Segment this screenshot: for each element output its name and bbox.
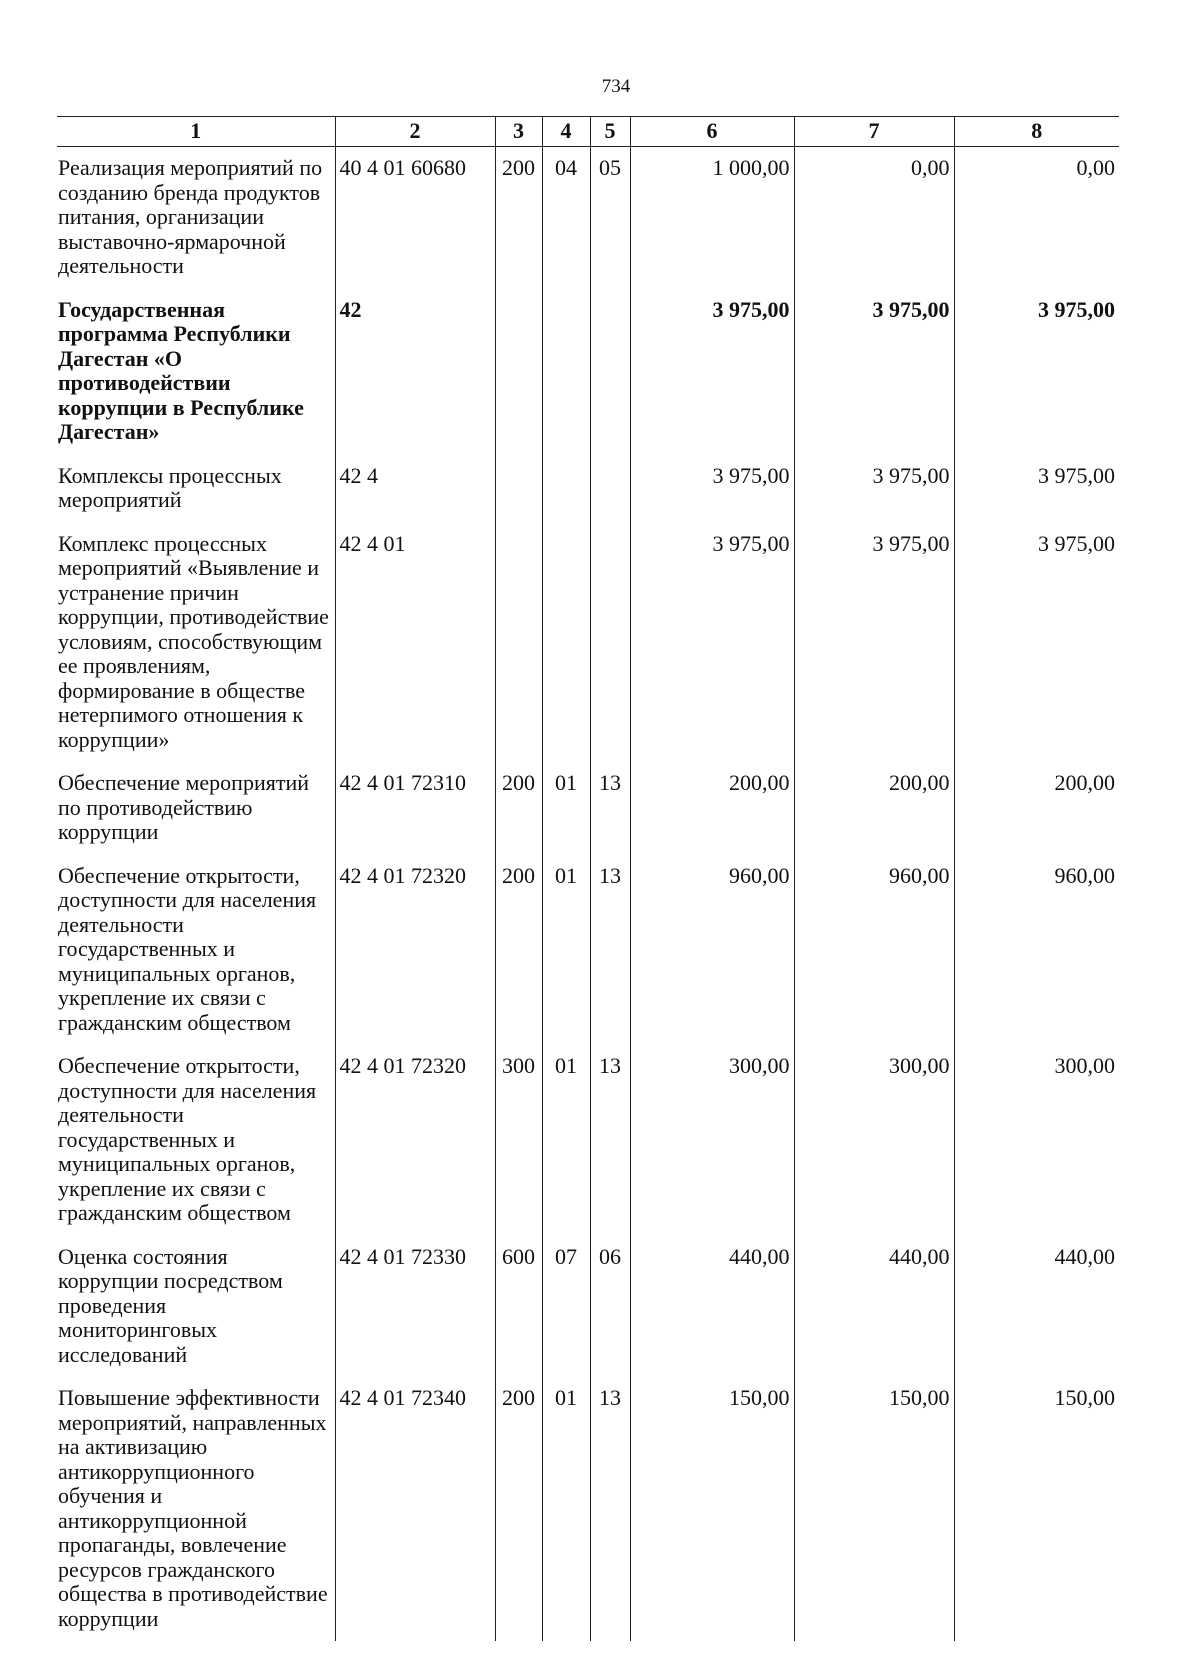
row-col6: 200,00 <box>630 762 794 855</box>
row-col8: 960,00 <box>954 855 1119 1046</box>
column-header-1: 1 <box>57 117 335 147</box>
row-col3: 200 <box>495 1377 542 1641</box>
row-col8: 150,00 <box>954 1377 1119 1641</box>
row-col8: 0,00 <box>954 147 1119 289</box>
row-col8: 200,00 <box>954 762 1119 855</box>
row-code: 42 4 <box>335 455 495 523</box>
row-col6: 300,00 <box>630 1045 794 1236</box>
row-col3: 600 <box>495 1236 542 1378</box>
row-col7: 150,00 <box>794 1377 954 1641</box>
table-row <box>57 762 1119 855</box>
table-row <box>57 1236 1119 1378</box>
row-col7: 300,00 <box>794 1045 954 1236</box>
column-header-3: 3 <box>495 117 542 147</box>
table-row <box>57 289 1119 455</box>
column-header-7: 7 <box>794 117 954 147</box>
row-col5: 13 <box>590 855 630 1046</box>
row-name: Обеспечение мероприятий по противодействию коррупции <box>58 770 310 844</box>
row-col7: 0,00 <box>794 147 954 289</box>
header-row <box>57 117 1119 147</box>
page-number: 734 <box>601 76 631 97</box>
row-col7: 960,00 <box>794 855 954 1046</box>
row-name: Оценка состояния коррупции посредством проведения мониторинговых исследований <box>58 1243 283 1367</box>
row-col6: 960,00 <box>630 855 794 1046</box>
row-col7: 3 975,00 <box>794 289 954 455</box>
column-header-6: 6 <box>630 117 794 147</box>
table-row <box>57 147 1119 289</box>
row-name: Реализация мероприятий по созданию бренда продуктов питания, организации выставочно-ярмарочной деятельности <box>58 155 323 278</box>
row-code: 42 4 01 72320 <box>335 855 495 1046</box>
row-col3 <box>495 455 542 523</box>
column-header-8: 8 <box>954 117 1119 147</box>
row-col5: 06 <box>590 1236 630 1378</box>
row-col3 <box>495 289 542 455</box>
row-col4: 01 <box>542 855 590 1046</box>
row-col6: 3 975,00 <box>630 455 794 523</box>
row-col8: 300,00 <box>954 1045 1119 1236</box>
row-col8: 3 975,00 <box>954 523 1119 763</box>
table-row <box>57 1377 1119 1641</box>
row-name: Комплекс процессных мероприятий «Выявление и устранение причин коррупции, противодействие условиям, способствующим ее проявлениям, формирование в обществе нетерпимого отношения к коррупции» <box>58 530 329 752</box>
row-col5: 13 <box>590 1377 630 1641</box>
column-header-4: 4 <box>542 117 590 147</box>
row-code: 42 <box>335 289 495 455</box>
row-code: 40 4 01 60680 <box>335 147 495 289</box>
row-col4 <box>542 289 590 455</box>
row-code: 42 4 01 72310 <box>335 762 495 855</box>
table-row <box>57 1045 1119 1236</box>
row-col7: 200,00 <box>794 762 954 855</box>
table-row <box>57 455 1119 523</box>
row-col6: 3 975,00 <box>630 289 794 455</box>
row-name: Повышение эффективности мероприятий, направленных на активизацию антикоррупционного обучения и антикоррупционной пропаганды, вовлечение ресурсов гражданского общества в противодействие коррупции <box>58 1385 328 1631</box>
row-col3 <box>495 523 542 763</box>
row-col8: 3 975,00 <box>954 455 1119 523</box>
column-header-2: 2 <box>335 117 495 147</box>
table-row <box>57 855 1119 1046</box>
row-col3: 300 <box>495 1045 542 1236</box>
row-col6: 3 975,00 <box>630 523 794 763</box>
row-col5 <box>590 523 630 763</box>
row-col5 <box>590 455 630 523</box>
row-code: 42 4 01 72330 <box>335 1236 495 1378</box>
row-col5: 13 <box>590 762 630 855</box>
column-header-5: 5 <box>590 117 630 147</box>
row-col7: 3 975,00 <box>794 523 954 763</box>
row-col5: 05 <box>590 147 630 289</box>
row-col5: 13 <box>590 1045 630 1236</box>
row-col4: 01 <box>542 1377 590 1641</box>
row-col6: 150,00 <box>630 1377 794 1641</box>
row-col8: 3 975,00 <box>954 289 1119 455</box>
row-code: 42 4 01 <box>335 523 495 763</box>
row-col6: 440,00 <box>630 1236 794 1378</box>
row-name: Обеспечение открытости, доступности для населения деятельности государственных и муниципальных органов, укрепление их связи с гражданским обществом <box>58 1053 317 1225</box>
row-col4: 04 <box>542 147 590 289</box>
row-code: 42 4 01 72320 <box>335 1045 495 1236</box>
row-col7: 440,00 <box>794 1236 954 1378</box>
row-code: 42 4 01 72340 <box>335 1377 495 1641</box>
row-name: Государственная программа Республики Дагестан «О противодействии коррупции в Республике Дагестан» <box>58 296 304 444</box>
row-col7: 3 975,00 <box>794 455 954 523</box>
row-name: Обеспечение открытости, доступности для населения деятельности государственных и муниципальных органов, укрепление их связи с гражданским обществом <box>58 862 317 1035</box>
row-col5 <box>590 289 630 455</box>
row-col4: 01 <box>542 762 590 855</box>
table-row <box>57 523 1119 763</box>
row-col4: 07 <box>542 1236 590 1378</box>
row-col3: 200 <box>495 855 542 1046</box>
budget-table <box>57 116 1119 1641</box>
row-col6: 1 000,00 <box>630 147 794 289</box>
row-col3: 200 <box>495 762 542 855</box>
row-name: Комплексы процессных мероприятий <box>58 462 282 512</box>
row-col8: 440,00 <box>954 1236 1119 1378</box>
row-col4 <box>542 523 590 763</box>
row-col3: 200 <box>495 147 542 289</box>
row-col4: 01 <box>542 1045 590 1236</box>
row-col4 <box>542 455 590 523</box>
